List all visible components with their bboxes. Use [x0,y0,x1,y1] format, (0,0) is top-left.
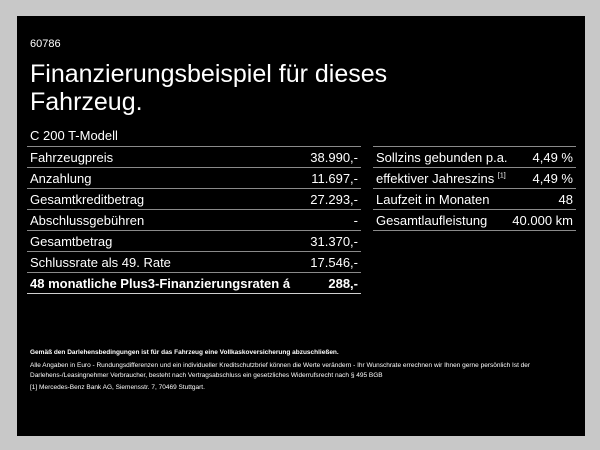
label-text: effektiver Jahreszins [376,170,495,186]
monthly-rate-row [27,273,361,294]
row-label: Fahrzeugpreis [30,149,114,165]
row-label: 48 monatliche Plus3-Finanzierungsraten á [30,275,291,291]
footnote-reference [30,383,570,393]
table-row [27,210,361,231]
interest-table [373,146,576,231]
row-value: 11.697,- [311,170,358,186]
row-value: 40.000 km [512,212,573,228]
financing-table [27,146,361,294]
row-label: Schlussrate als 49. Rate [30,254,171,270]
row-label [376,171,506,186]
disclaimer-text: Alle Angaben in Euro - Rundungsdifferenzen und ein individueller Kreditschutzbrief können die Werte verändern - Ihr Wunschrate errechnen wir Ihnen gerne persönlich Ist der Darlehens-/Leasingnehmer Verbraucher, besteht nach Vertragsabschluss ein gesetzliches Widerrufsrecht nach § 495 BGB [30,362,531,379]
footnote-marker: [1] [30,384,38,391]
row-label: Gesamtkreditbetrag [30,191,145,207]
table-row [27,168,361,189]
row-value: 27.293,- [310,191,358,207]
row-value: 17.546,- [310,254,358,270]
financing-panel [17,16,585,436]
table-row [373,168,576,189]
reference-id: 60786 [30,38,61,50]
insurance-note: Gemäß den Darlehensbedingungen ist für das Fahrzeug eine Vollkaskoversicherung abzuschließen. [30,349,339,356]
row-label: Abschlussgebühren [30,212,145,228]
table-row [373,210,576,231]
model-name: C 200 T-Modell [30,128,118,143]
row-value: 31.370,- [310,233,358,249]
table-row [373,147,576,168]
page-title: Finanzierungsbeispiel für dieses Fahrzeug. [30,60,388,116]
footnote-text: Mercedes-Benz Bank AG, Siemensstr. 7, 70469 Stuttgart. [39,384,205,391]
row-value: 48 [558,191,573,207]
row-label: Sollzins gebunden p.a. [376,149,508,165]
row-value: - [353,212,358,228]
row-value: 38.990,- [310,149,358,165]
row-value: 4,49 % [532,170,573,186]
row-value: 288,- [328,275,358,291]
table-row [373,189,576,210]
table-row [27,189,361,210]
table-row [27,231,361,252]
table-row [27,147,361,168]
row-value: 4,49 % [532,149,573,165]
row-label: Anzahlung [30,170,92,186]
row-label: Gesamtlaufleistung [376,212,488,228]
row-label: Laufzeit in Monaten [376,191,490,207]
row-label: Gesamtbetrag [30,233,113,249]
footnote-marker: [1] [497,172,506,180]
table-row [27,252,361,273]
